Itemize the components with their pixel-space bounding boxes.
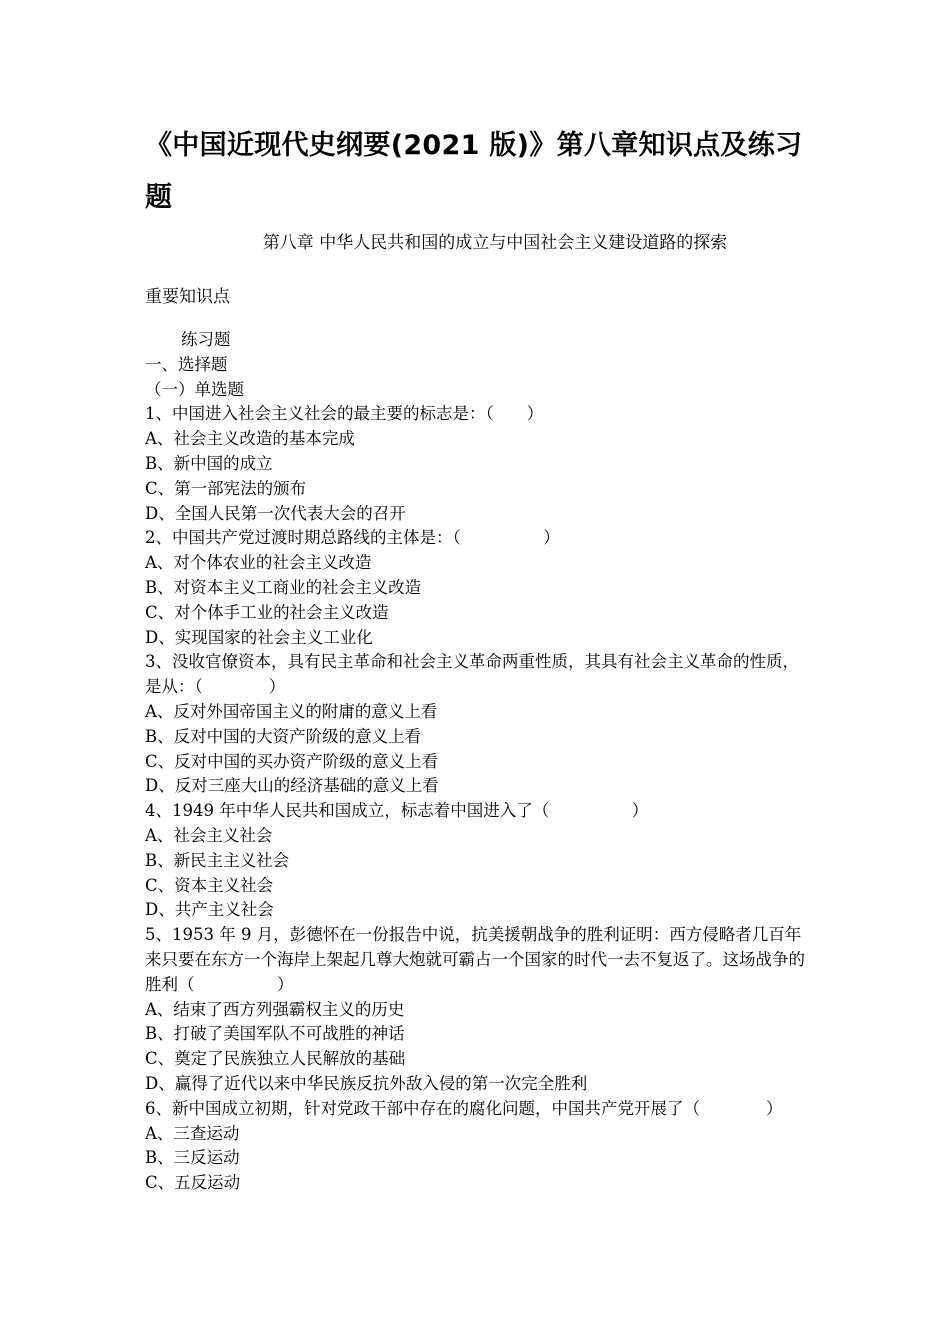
option-d: D、反对三座大山的经济基础的意义上看: [145, 776, 439, 796]
option-a: A、反对外国帝国主义的附庸的意义上看: [145, 701, 438, 721]
question-text: 2、中国共产党过渡时期总路线的主体是：（ ）: [145, 528, 560, 548]
option-d: D、全国人民第一次代表大会的召开: [145, 503, 406, 523]
option-c: C、资本主义社会: [145, 875, 274, 895]
question-1: [145, 402, 810, 526]
option-c: C、对个体手工业的社会主义改造: [145, 602, 389, 622]
part-heading: 一、选择题: [145, 354, 228, 374]
chapter-title: 第八章 中华人民共和国的成立与中国社会主义建设道路的探索: [262, 233, 728, 253]
option-b: B、新中国的成立: [145, 453, 273, 473]
practice-heading: 练习题: [181, 330, 231, 349]
question-4: [145, 799, 810, 923]
option-b: B、打破了美国军队不可战胜的神话: [145, 1024, 405, 1044]
option-a: A、结束了西方列强霸权主义的历史: [145, 999, 405, 1019]
option-d: D、实现国家的社会主义工业化: [145, 627, 373, 647]
key-points-label: 重要知识点: [145, 287, 230, 307]
option-a: A、社会主义改造的基本完成: [145, 429, 355, 449]
option-b: B、反对中国的大资产阶级的意义上看: [145, 726, 422, 746]
option-d: D、共产主义社会: [145, 900, 274, 920]
option-b: B、新民主主义社会: [145, 850, 290, 870]
option-a: A、对个体农业的社会主义改造: [145, 553, 372, 573]
option-d: D、赢得了近代以来中华民族反抗外敌入侵的第一次完全胜利: [145, 1073, 588, 1093]
question-6: [145, 1097, 810, 1196]
option-c: C、反对中国的买办资产阶级的意义上看: [145, 751, 439, 771]
option-c: C、五反运动: [145, 1173, 241, 1193]
question-text: 4、1949 年中华人民共和国成立，标志着中国进入了（ ）: [145, 801, 649, 821]
option-c: C、奠定了民族独立人民解放的基础: [145, 1049, 406, 1069]
question-2: [145, 526, 810, 650]
option-b: B、对资本主义工商业的社会主义改造: [145, 577, 422, 597]
question-text: 5、1953 年 9 月，彭德怀在一份报告中说，抗美援朝战争的胜利证明：西方侵略者几百年来只要在东方一个海岸上架起几尊大炮就可霸占一个国家的时代一去不复返了。这场战争的胜利（ ）: [145, 925, 805, 994]
option-c: C、第一部宪法的颁布: [145, 478, 307, 498]
option-a: A、三查运动: [145, 1123, 240, 1143]
question-text: 1、中国进入社会主义社会的最主要的标志是：（ ）: [145, 404, 544, 424]
question-5: [145, 923, 810, 1097]
document-title: 《中国近现代史纲要(2021 版)》第八章知识点及练习题: [145, 130, 803, 213]
subpart-heading: （一）单选题: [145, 379, 244, 399]
option-b: B、三反运动: [145, 1148, 240, 1168]
option-a: A、社会主义社会: [145, 825, 273, 845]
question-text: 6、新中国成立初期，针对党政干部中存在的腐化问题，中国共产党开展了（ ）: [145, 1098, 783, 1118]
question-text: 3、没收官僚资本，具有民主革命和社会主义革命两重性质，其具有社会主义革命的性质，是从：（ ）: [145, 652, 799, 697]
exercise-body: [145, 328, 810, 1196]
question-3: [145, 650, 810, 799]
